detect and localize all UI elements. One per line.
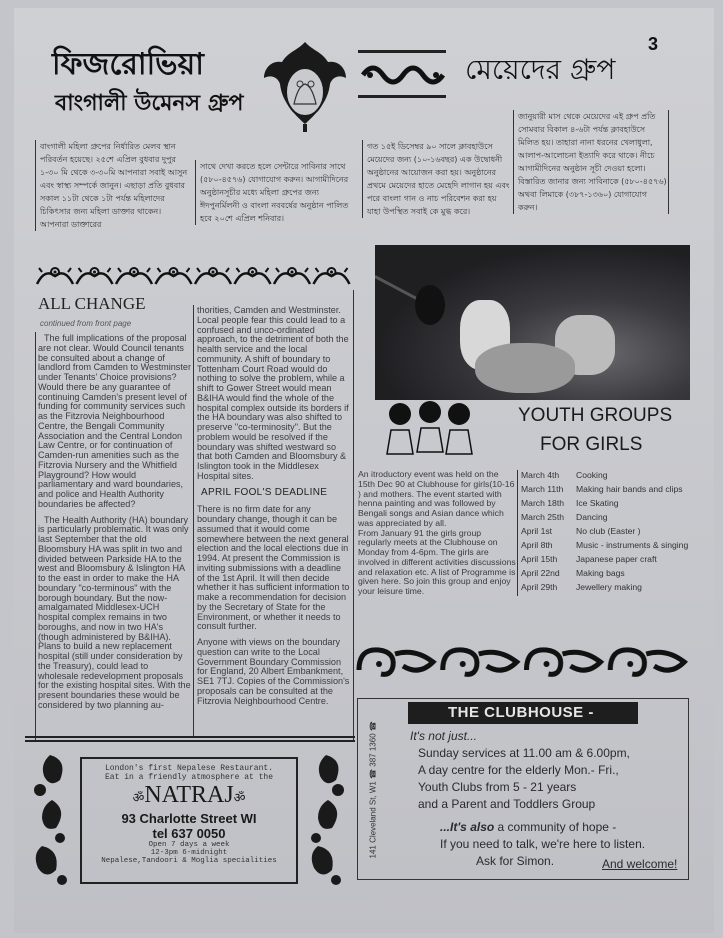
youth-paragraph: An itroductory event was held on the 15th Dec 90 at Clubhouse for girls(10-16 ) and mothers. The event started with henna painting and was followed by Bengali songs and Asian dance which was appreciated by all. — [358, 469, 515, 528]
article-paragraph: thorities, Camden and Westminster. Local people fear this could lead to a confused and unco-ordinated approach, to the detriment of both the health service and the local community. A shift of boundary to Tottenham Court Road would do nothing to solve the problem, while a shift to Gower Street would mean B&IHA would find the whole of the hospital complex outside its borders if the HA boundary was also shifted to preserve "co-terminosity". But the problem would be resolved if the boundary was shifted westward so that both Camden and Bloomsbury & Islington took in the Middlesex Hospital sites. — [197, 305, 349, 481]
scroll-left-icon: ॐ — [132, 790, 145, 805]
clubhouse-welcome: And welcome! — [602, 857, 678, 871]
schedule-date: April 1st — [521, 526, 553, 536]
clubhouse-line: and a Parent and Toddlers Group — [418, 797, 596, 811]
youth-title-line1: YOUTH GROUPS — [518, 405, 673, 426]
youth-title-line2: FOR GIRLS — [540, 434, 643, 455]
double-rule — [25, 736, 355, 738]
schedule-row — [518, 568, 691, 578]
natraj-name-text: NATRAJ — [144, 782, 234, 808]
clubhouse-banner: THE CLUBHOUSE - — [408, 702, 638, 724]
schedule-date: April 8th — [521, 540, 553, 550]
natraj-line1: London's first Nepalese Restaurant. — [104, 764, 274, 773]
natraj-tel: tel 637 0050 — [152, 826, 226, 841]
natraj-line2: Eat in a friendly atmosphere at the — [104, 773, 274, 782]
banner-rule-bottom — [358, 95, 446, 98]
scroll-right-icon: ॐ — [233, 790, 246, 805]
schedule-row — [518, 540, 691, 550]
schedule-date: April 29th — [521, 582, 558, 592]
floral-border-ornament — [35, 262, 351, 288]
schedule-activity: Ice Skating — [576, 498, 619, 508]
schedule-date: March 4th — [521, 470, 560, 480]
column-rule — [35, 332, 36, 742]
left-title-line2: বাংগালী উমেনস গ্রুপ — [55, 91, 244, 116]
girls-silhouettes-icon — [385, 400, 477, 462]
clubhouse-also — [440, 820, 616, 834]
youth-paragraph: From January 91 the girls group regularly meets at the Clubhouse on Monday from 4-6pm. The girls are involved in different activities discussions and relaxation etc. A list of Programme is given here. So join this group and enjoy your leisure time. — [358, 527, 516, 596]
schedule-row — [518, 526, 691, 536]
schedule-row — [518, 554, 691, 564]
article-paragraph: The Health Authority (HA) boundary is particularly problematic. It was only last September that the old Bloomsbury HA was split in two and divided between Parkside HA to the west and Bloomsbury & Islington HA to the east in order to make the HA boundary "co-terminous" with the borough boundary. But the now-amalgamated Middlesex-UCH hospital complex remains in two boroughs, and now in two HA's (though administered by B&IHA). Plans to build a new replacement hospital (still under consideration by the Treasury), could lead to wholesale redevelopment proposals for the existing hospital sites. With the present boundaries these would be considered by two planning au- — [38, 514, 191, 710]
schedule-activity: Making hair bands and clips — [576, 484, 683, 494]
clubhouse-listen: If you need to talk, we're here to listen. — [440, 837, 646, 851]
bengali-column-4: জানুয়ারী মাস থেকে মেয়েদের এই গ্রুপ প্রতি সোমবার বিকাল ৪-৬টা পর্যন্ত ক্লাবহাউসে মিলিত হয়। তাহারা নানা ধরনের খেলাধুলা, আলাপ-আলোচনা ইত্যাদি করে থাকে। নীচে আগামীদিনের অনুষ্ঠান সূচী দেওয়া হলো। বিস্তারিত জানার জন্য সাবিনাকে (৫৮০-৪৫৭৬) অথবা লিমাকে (৩৮৭-১৩৬০) যোগাযোগ করুন। — [513, 110, 669, 214]
schedule-activity: Making bags — [576, 568, 625, 578]
schedule-activity: No club (Easter ) — [576, 526, 641, 536]
clubhouse-line: Youth Clubs from 5 - 21 years — [418, 780, 577, 794]
column-rule — [193, 305, 194, 737]
left-title-line1: ফিজরোভিয়া — [52, 47, 204, 82]
banner-rule-top — [358, 50, 446, 53]
article-paragraph: Anyone with views on the boundary question can write to the Local Government Boundary Commission for England, 20 Albert Embankment, SE1 7TJ. Copies of the Commission's proposals can be consulted at the Fitzrovia Neighbourhood Centre. — [197, 637, 350, 706]
natraj-ad — [80, 757, 298, 884]
schedule-date: March 25th — [521, 512, 564, 522]
programme-schedule — [517, 470, 691, 596]
ornament-emblem-icon — [258, 38, 352, 133]
also-rest: a community of hope - — [494, 820, 617, 834]
schedule-date: March 18th — [521, 498, 564, 508]
column-rule — [353, 290, 354, 740]
natraj-name — [82, 782, 296, 811]
right-title: মেয়েদের গ্রুপ — [465, 53, 616, 86]
natraj-address: 93 Charlotte Street WI — [121, 811, 257, 826]
schedule-row — [518, 512, 691, 522]
clubhouse-ad — [357, 698, 689, 880]
bengali-column-1: বাংগালী মহিলা গ্রুপের নির্ধারিত মেলব স্থান পরিবর্তন হয়েছে। ২৫শে এপ্রিল বুধবার দুপুর ১-৩০ মি থেকে ৩-৩০মি আপনারা সবাই আসুন এবং স্বাস্থ্য সম্পর্কে জানুন। এছাড়া প্রতি বুধবার সকাল ১১টা থেকে ১টা পর্যন্ত মহিলাদের চিকিৎসার জন্য মহিলা ডাক্তার থাকেন। আপনারা ডাক্তারের — [35, 140, 190, 231]
youth-group-photo — [375, 245, 690, 400]
article-column-1 — [38, 334, 191, 717]
schedule-row — [518, 484, 691, 494]
youth-intro — [358, 470, 516, 597]
article-column-2 — [197, 306, 350, 712]
clubhouse-address: 141 Cleveland St, W1 ☎ 387 1360 ☎ — [368, 721, 378, 859]
schedule-activity: Music - instruments & singing — [576, 540, 689, 550]
schedule-date: March 11th — [521, 484, 564, 494]
natraj-open: Open 7 days a week — [148, 841, 230, 849]
clubhouse-not-just: It's not just... — [410, 729, 477, 743]
schedule-date: April 22nd — [521, 568, 560, 578]
natraj-hours: 12-3pm 6-midnight — [150, 849, 228, 857]
clubhouse-line: Sunday services at 11.00 am & 6.00pm, — [418, 746, 630, 760]
schedule-activity: Dancing — [576, 512, 608, 522]
scroll-ornament-icon — [358, 60, 448, 90]
article-kicker: continued from front page — [40, 319, 132, 328]
clubhouse-ask: Ask for Simon. — [476, 854, 555, 868]
bengali-column-2: সাথে দেখা করতে হলে সেন্টারে সাবিনার সাথে (৫৮০-৪৫৭৬) যোগাযোগ করুন। আগামীদিনের অনুষ্ঠানসূচীর মধ্যে মহিলা গ্রুপের জন্য ঈদপুনর্মিলনী ও বাংলা নববর্ষের অনুষ্ঠান পালিত হবে ২০শে এপ্রিল শনিবার। — [195, 160, 355, 225]
natraj-specialities: Nepalese,Tandoori & Moglia specialities — [101, 857, 277, 865]
paisley-border-left-icon — [30, 750, 72, 890]
article-paragraph: The full implications of the proposal are not clear. Would Council tenants be consulted about a change of landlord from Camden to Westminster under Tenants' Choice provisions? Would there be any guarantee of continuing Camden's present level of funding for community services such as the Fitzrovia Neighbourhood Centre, the Bengali Community Association and the Central London Law Centre, or for continuation of Camden-run amenities such as the Fitzrovia Nursery and the Whitfield Playground? How would parliamentary and ward boundaries, and police and Health Authority boundaries be affected? — [38, 333, 191, 509]
double-rule — [25, 740, 355, 742]
article-paragraph: There is no firm date for any boundary change, though it can be assumed that it would come somewhere between the next general election and the local elections due in 1994. At present the Commission is inviting submissions with a deadline of the 1st April. It will then decide whether it has sufficient information to make a recommendation for decision by the Secretary of State for the Environment, or whether it needs to consult further. — [197, 504, 350, 632]
schedule-activity: Jewellery making — [576, 582, 642, 592]
schedule-row — [518, 498, 691, 508]
schedule-row — [518, 470, 691, 480]
page-number: 3 — [648, 34, 659, 54]
bengali-column-3: গত ১৫ই ডিসেম্বর ৯০ সালে ক্লাবহাউসে মেয়েদের জন্য (১০-১৬বছর) এক উদ্বোধনী অনুষ্ঠানের আয়োজন করা হয়। অনুষ্ঠানের প্রথমে মেয়েদের হাতে মেহেদি লাগান হয় এবং পরে বাংলা গান ও নাচ পরিবেশন করা হয় যাহা উপস্থিত সবাই কে মুগ্ধ করে। — [362, 140, 510, 218]
schedule-activity: Cooking — [576, 470, 608, 480]
clubhouse-line: A day centre for the elderly Mon.- Fri., — [418, 763, 619, 777]
scroll-border-ornament — [355, 640, 690, 686]
schedule-date: April 15th — [521, 554, 558, 564]
schedule-activity: Japanese paper craft — [576, 554, 657, 564]
paisley-border-right-icon — [306, 750, 348, 890]
schedule-row — [518, 582, 691, 592]
article-subhead: APRIL FOOL'S DEADLINE — [201, 486, 328, 498]
article-title: ALL CHANGE — [38, 294, 146, 313]
also-emphasis: ...It's also — [440, 820, 495, 834]
